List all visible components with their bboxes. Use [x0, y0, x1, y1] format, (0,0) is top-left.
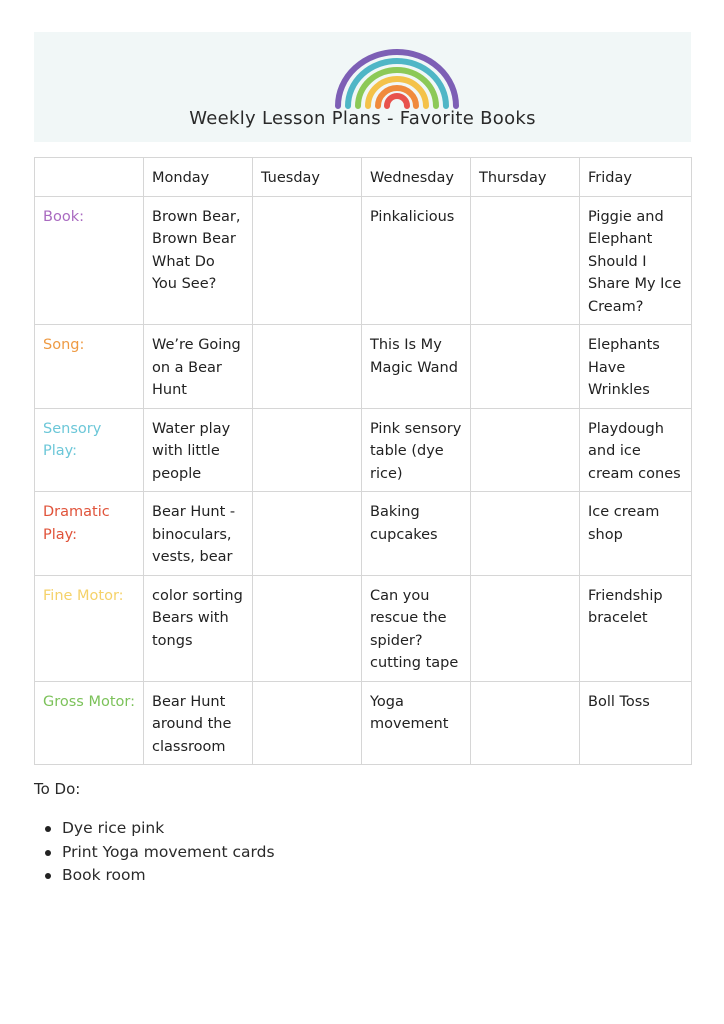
- todo-item-text: Book room: [62, 866, 146, 884]
- day-header: Friday: [580, 158, 692, 197]
- table-cell: Boll Toss: [580, 681, 692, 765]
- table-row: [35, 681, 692, 765]
- list-item: [34, 864, 275, 888]
- day-header: Tuesday: [253, 158, 362, 197]
- corner-cell: [35, 158, 144, 197]
- table-cell: Ice cream shop: [580, 492, 692, 576]
- list-item: [34, 841, 275, 865]
- row-label-sensory-play: Sensory Play:: [35, 408, 144, 492]
- list-item: [34, 817, 275, 841]
- table-cell: We’re Going on a Bear Hunt: [144, 325, 253, 409]
- row-label-fine-motor: Fine Motor:: [35, 575, 144, 681]
- table-cell: Bear Hunt - binoculars, vests, bear: [144, 492, 253, 576]
- bullet-icon: [45, 873, 51, 879]
- lesson-plan-table: [34, 157, 692, 765]
- table-cell: Water play with little people: [144, 408, 253, 492]
- table-cell: [471, 681, 580, 765]
- table-cell: [253, 196, 362, 325]
- table-cell: [471, 325, 580, 409]
- row-label-book: Book:: [35, 196, 144, 325]
- table-cell: [253, 492, 362, 576]
- todo-item-text: Dye rice pink: [62, 819, 165, 837]
- table-cell: Pink sensory table (dye rice): [362, 408, 471, 492]
- table-row: [35, 575, 692, 681]
- table-cell: [471, 492, 580, 576]
- header-banner: [34, 32, 691, 142]
- table-row: [35, 492, 692, 576]
- bullet-icon: [45, 850, 51, 856]
- table-cell: [471, 196, 580, 325]
- table-header-row: [35, 158, 692, 197]
- table-cell: [253, 575, 362, 681]
- row-label-dramatic-play: Dramatic Play:: [35, 492, 144, 576]
- table-cell: Bear Hunt around the classroom: [144, 681, 253, 765]
- table-cell: [253, 681, 362, 765]
- table-cell: Playdough and ice cream cones: [580, 408, 692, 492]
- rainbow-icon: [332, 44, 462, 112]
- day-header: Wednesday: [362, 158, 471, 197]
- bullet-icon: [45, 826, 51, 832]
- table-cell: Can you rescue the spider? cutting tape: [362, 575, 471, 681]
- table-cell: This Is My Magic Wand: [362, 325, 471, 409]
- table-cell: Piggie and Elephant Should I Share My Ice Cream?: [580, 196, 692, 325]
- day-header: Thursday: [471, 158, 580, 197]
- table-cell: Baking cupcakes: [362, 492, 471, 576]
- table-cell: Friendship bracelet: [580, 575, 692, 681]
- table-cell: [253, 408, 362, 492]
- table-row: [35, 196, 692, 325]
- table-cell: Pinkalicious: [362, 196, 471, 325]
- table-cell: [471, 575, 580, 681]
- table-cell: Brown Bear, Brown Bear What Do You See?: [144, 196, 253, 325]
- page-title: Weekly Lesson Plans - Favorite Books: [189, 108, 536, 129]
- table-cell: Yoga movement: [362, 681, 471, 765]
- table-row: [35, 408, 692, 492]
- todo-list: [34, 817, 275, 888]
- table-cell: [253, 325, 362, 409]
- table-cell: Elephants Have Wrinkles: [580, 325, 692, 409]
- table-row: [35, 325, 692, 409]
- row-label-song: Song:: [35, 325, 144, 409]
- table-cell: [471, 408, 580, 492]
- todo-heading: To Do:: [34, 780, 81, 798]
- table-cell: color sorting Bears with tongs: [144, 575, 253, 681]
- row-label-gross-motor: Gross Motor:: [35, 681, 144, 765]
- todo-item-text: Print Yoga movement cards: [62, 842, 275, 861]
- day-header: Monday: [144, 158, 253, 197]
